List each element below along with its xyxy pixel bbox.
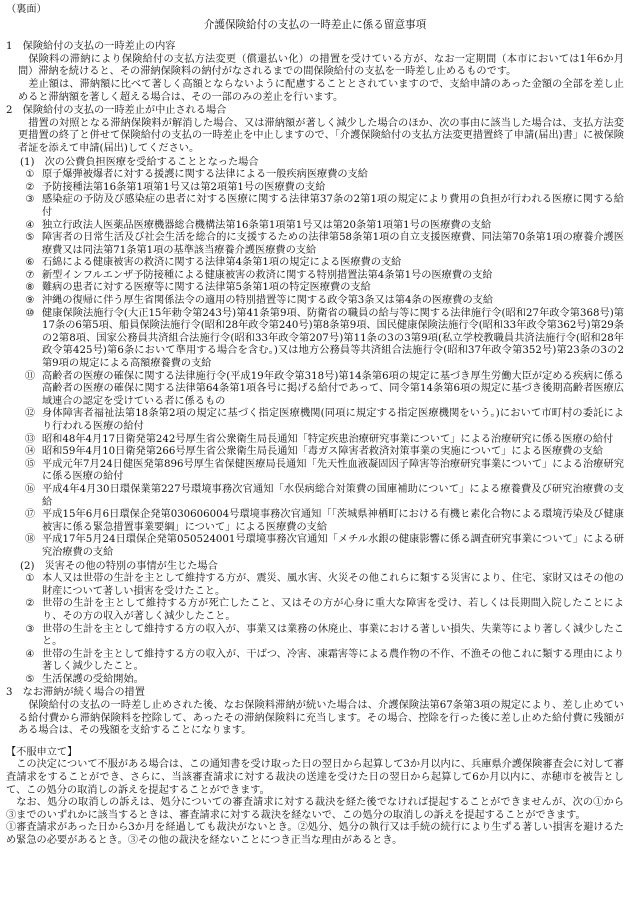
list-item-number: ⑪ (24, 370, 36, 382)
list-item-text: 高齢者の医療の確保に関する法律施行令(平成19年政令第318号)第14条第6項の規定に基づき厚生労働大臣が定める疾病に係る高齢者の医療の確保に関する法律第64条第1項各号に掲げる給付であって、同令第14条第6項の規定に基づき後期高齢者医療広域連合の認定を受けている者に係るもの (42, 370, 624, 407)
public-medical-item (6, 534, 624, 559)
list-item-text: 世帯の生計を主として維持する方が死亡したこと、又はその方が心身に重大な障害を受け、若しくは長期間入院したことにより、その方の収入が著しく減少したこと。 (42, 598, 624, 622)
disaster-item (6, 573, 624, 598)
public-medical-item (6, 509, 624, 534)
list-item-text: 本人又は世帯の生計を主として維持する方が、震災、風水害、火災その他これらに類する災害により、住宅、家財又はその他の財産について著しい損害を受けたこと。 (42, 573, 624, 597)
list-item-text: 生活保護の受給開始。 (42, 673, 144, 685)
section-2-heading: 2 保険給付の支払の一時差止が中止される場合 (6, 105, 227, 117)
public-medical-item (6, 408, 624, 433)
appeal-paragraph-3: ①審査請求があった日から3か月を経過しても裁決がないとき。②処分、処分の執行又は手続の続行により生ずる著しい損害を避けるため緊急の必要があるとき。③その他の裁決を経ないことにつき正当な理由があるとき。 (6, 822, 624, 846)
list-item-number: ⑥ (25, 257, 35, 269)
list-item-number: ⑬ (24, 433, 36, 445)
section-3-heading: 3 なお滞納が続く場合の措置 (6, 687, 145, 699)
appeal-heading: 【不服申立て】 (6, 746, 78, 758)
appeal-paragraph-1: この決定について不服がある場合は、この通知書を受け取った日の翌日から起算して3か月以内に、兵庫県介護保険審査会に対して審査請求をすることができ、さらに、当該審査請求に対する裁決の送達を受けた日の翌日から起算して6か月以内に、赤穂市を被告として、この処分の取消しの訴えを提起することができます。 (6, 759, 624, 796)
public-medical-item (6, 459, 624, 484)
list-item-text: 難病の患者に対する医療等に関する法律第5条第1項の特定医療費の支給 (42, 282, 371, 294)
list-item-number: ③ (25, 194, 35, 206)
list-item-number: ⑱ (24, 534, 36, 546)
list-item-text: 新型インフルエンザ予防接種による健康被害の救済に関する特別措置法第4条第1号の医療費の支給 (42, 269, 493, 281)
document (6, 4, 624, 848)
public-medical-item (6, 282, 624, 295)
subsection-2-heading: (2) 災害その他の特別の事情が生じた場合 (20, 560, 218, 572)
public-medical-item (6, 446, 624, 459)
disaster-item (6, 624, 624, 649)
disaster-item (6, 649, 624, 674)
appeal-paragraph-2: なお、処分の取消しの訴えは、処分についての審査請求に対する裁決を経た後でなければ提起することができませんが、次の①から③までのいずれかに該当するときは、審査請求に対する裁決を経ないで、この処分の取消しの訴えを提起することができます。 (6, 797, 624, 821)
list-item-text: 平成4年4月30日環保業第227号環境事務次官通知「水俣病総合対策費の国庫補助について」による療養費及び研究治療費の支給 (42, 483, 624, 508)
disaster-list (6, 573, 624, 686)
list-item-number: ③ (25, 623, 35, 635)
list-item-text: 平成元年7月24日健医発第896号厚生省保健医療局長通知「先天性血液凝固因子障害等治療研究事業について」による治療研究に係る医療の給付 (42, 458, 624, 483)
list-item-number: ① (25, 169, 35, 181)
list-item-number: ⑭ (24, 446, 36, 458)
list-item-number: ② (25, 598, 35, 610)
list-item-text: 独立行政法人医薬品医療機器総合機構法第16条第1項第1号又は第20条第1項第1号の医療費の支給 (42, 219, 492, 231)
list-item-number: ⑩ (25, 307, 35, 319)
list-item-text: 健康保険法施行令(大正15年勅令第243号)第41条第9項、防衛省の職員の給与等に関する法律施行令(昭和27年政令第368号)第17条の6第5項、船員保険法施行令(昭和28年政令第240号)第8条第9項、国民健康保険法施行令(昭和33年政令第362号)第29条の2第8項、国家公務員共済組合法施行令(昭和33年政令第207号)第11条の3の3第9項(私立学校教職員共済法施行令(昭和28年政令第425号)第6条において準用する場合を含む。)又は地方公務員等共済組合法施行令(昭和37年政令第352号)第23条の3の2第9項の規定による高額療養費の支給 (42, 307, 624, 370)
disaster-item (6, 674, 624, 687)
list-item-number: ④ (25, 219, 35, 231)
disaster-item (6, 598, 624, 623)
section-3-paragraph: 保険給付の支払の一時差し止めされた後、なお保険料滞納が続いた場合は、介護保険法第67条第3項の規定により、差し止めている給付費から滞納保険料を控除して、あったその滞納保険料に充当します。その場合、控除を行った後に差し止めた給付費に残額がある場合は、その残額を支給することになります。 (18, 700, 624, 737)
list-item-text: 世帯の生計を主として維持する方の収入が、事業又は業務の休廃止、事業における著しい損失、失業等により著しく減少したこと。 (42, 623, 624, 648)
public-medical-item (6, 270, 624, 283)
list-item-number: ⑨ (25, 295, 35, 307)
list-item-text: 平成17年5月24日環保企発第050524001号環境事務次官通知「メチル水銀の健康影響に係る調査研究事業について」による研究治療費の支給 (42, 534, 624, 558)
list-item-number: ⑮ (24, 458, 36, 470)
public-medical-item (6, 371, 624, 409)
list-item-text: 原子爆弾被爆者に対する援護に関する法律による一般疾病医療費の支給 (42, 169, 368, 181)
public-medical-item (6, 220, 624, 233)
side-label: （裏面） (6, 4, 47, 15)
list-item-number: ⑦ (25, 269, 35, 281)
list-item-number: ⑤ (25, 673, 35, 685)
section-1-paragraph-2: 差止額は、滞納額に比べて著しく高額とならないように配慮することとされていますので、支給申請のあった金額の全部を差し止めると滞納額を著しく超える場合は、その一部のみの差止を行います。 (18, 78, 624, 103)
list-item-text: 石綿による健康被害の救済に関する法律第4条第1項の規定による医療費の支給 (42, 257, 402, 269)
list-item-number: ⑰ (24, 509, 36, 521)
list-item-number: ② (25, 181, 35, 193)
list-item-text: 沖縄の復帰に伴う厚生省関係法令の適用の特別措置等に関する政令第3条又は第4条の医療費の支給 (42, 295, 494, 307)
list-item-number: ① (25, 573, 35, 585)
list-item-text: 昭和48年4月17日衛発第242号厚生省公衆衛生局長通知「特定疾患治療研究事業について」による治療研究に係る医療の給付 (42, 433, 614, 445)
list-item-number: ⑯ (24, 483, 36, 495)
page-title: 介護保険給付の支払の一時差止に係る留意事項 (203, 18, 427, 31)
section-2-paragraph: 措置の対照となる滞納保険料が解消した場合、又は滞納額が著しく減少した場合のほか、次の事由に該当した場合は、支払方法変更措置の終了と併せて保険給付の支払の一時差止を中止しますので、「介護保険給付の支払方法変更措置終了申請(届出)書」に被保険者証を添えて申請(届出)してください。 (18, 117, 624, 154)
public-medical-list (6, 169, 624, 559)
public-medical-item (6, 232, 624, 257)
section-1-paragraph-1: 保険料の滞納により保険給付の支払方法変更（償還払い化）の措置を受けている方が、なお一定期間（本市においては1年6か月間）滞納を続けると、その滞納保険料の納付がなされるまでの間保険給付の支払を一時差し止めるものです。 (18, 53, 624, 78)
list-item-number: ⑫ (24, 408, 36, 420)
list-item-number: ⑤ (25, 232, 35, 244)
list-item-text: 昭和59年4月10日衛発第266号厚生省公衆衛生局長通知「毒ガス障害者救済対策事業の実施について」による医療費の支給 (42, 446, 604, 458)
public-medical-item (6, 257, 624, 270)
public-medical-item (6, 169, 624, 182)
list-item-text: 身体障害者福祉法第18条第2項の規定に基づく指定医療機関(同項に規定する指定医療機関をいう。)において市町村の委託により行われる医療の給付 (42, 408, 624, 432)
list-item-text: 平成15年6月6日環保企発第030606004号環境事務次官通知「「茨城県神栖町における有機ヒ素化合物による環境汚染及び健康被害に係る緊急措置事業要綱」について」による医療費の支給 (42, 509, 624, 533)
section-1-heading: 1 保険給付の支払の一時差止の内容 (6, 41, 176, 53)
public-medical-item (6, 194, 624, 219)
list-item-text: 障害者の日常生活及び社会生活を総合的に支援するための法律第58条第1項の自立支援医療費、同法第70条第1項の療養介護医療費又は同法第71条第1項の基準該当療養介護医療費の支給 (42, 232, 624, 256)
public-medical-item (6, 182, 624, 195)
list-item-number: ⑧ (25, 282, 35, 294)
public-medical-item (6, 295, 624, 308)
public-medical-item (6, 484, 624, 509)
public-medical-item (6, 434, 624, 447)
list-item-text: 予防接種法第16条第1項第1号又は第2項第1号の医療費の支給 (42, 181, 326, 193)
list-item-text: 感染症の予防及び感染症の患者に対する医療に関する法律第37条の2第1項の規定により費用の負担が行われる医療に関する給付 (42, 194, 624, 218)
subsection-1-heading: (1) 次の公費負担医療を受給することとなった場合 (20, 156, 259, 168)
list-item-number: ④ (25, 648, 35, 660)
list-item-text: 世帯の生計を主として維持する方の収入が、干ばつ、冷害、凍霜害等による農作物の不作、不漁その他これに類する理由により著しく減少したこと。 (42, 648, 624, 673)
public-medical-item (6, 308, 624, 371)
